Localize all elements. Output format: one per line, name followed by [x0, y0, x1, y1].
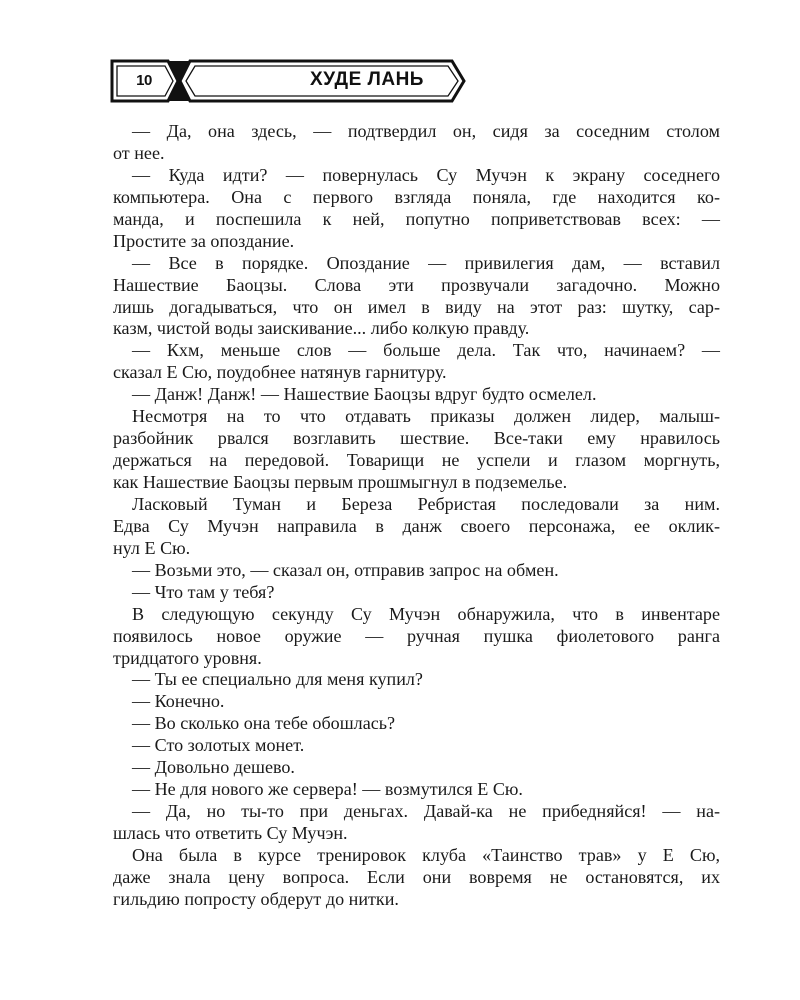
body-text [113, 121, 720, 911]
text-line: как Нашествие Баоцзы первым прошмыгнул в подземелье. [113, 472, 568, 492]
text-line: шлась что ответить Су Мучэн. [113, 823, 348, 843]
text-line: — Да, но ты-то при деньгах. Давай-ка не прибедняйся! — на- [132, 801, 720, 822]
page-header [110, 58, 466, 104]
text-line: нул Е Сю. [113, 537, 191, 558]
text-line: компьютера. Она с первого взгляда поняла, где находится ко- [113, 186, 720, 207]
text-line: — Довольно дешево. [132, 757, 295, 778]
text-line: Она была в курсе тренировок клуба «Таинство трав» у Е Сю, [132, 844, 720, 865]
running-title: ХУДЕ ЛАНЬ [310, 69, 424, 90]
text-line: Нашествие Баоцзы. Слова эти прозвучали загадочно. Можно [113, 274, 720, 295]
text-line: держаться на передовой. Товарищи не успели и глазом моргнуть, [113, 450, 720, 471]
text-line: — Не для нового же сервера! — возмутился Е Сю. [132, 779, 523, 800]
text-line: — Возьми это, — сказал он, отправив запрос на обмен. [132, 559, 559, 580]
text-line: сказал Е Сю, поудобнее натянув гарнитуру. [113, 362, 447, 383]
text-line: лишь догадываться, что он имел в виду на этот раз: шутку, сар- [113, 296, 720, 317]
text-line: Ласковый Туман и Береза Ребристая последовали за ним. [132, 493, 720, 514]
text-line: — Все в порядке. Опоздание — привилегия дам, — вставил [132, 252, 720, 273]
text-line: — Кхм, меньше слов — больше дела. Так что, начинаем? — [132, 340, 720, 361]
page-number: 10 [136, 72, 152, 89]
text-line: — Данж! Данж! — Нашествие Баоцзы вдруг будто осмелел. [132, 384, 597, 405]
text-line: — Сто золотых монет. [132, 735, 305, 756]
text-line: казм, чистой воды заискивание... либо колкую правду. [113, 318, 530, 339]
text-line: разбойник рвался возглавить шествие. Все-таки ему нравилось [113, 428, 720, 449]
text-line: манда, и поспешила к ней, попутно поприветствовав всех: — [113, 208, 720, 229]
text-line: гильдию попросту обдерут до нитки. [113, 888, 399, 909]
text-line: — Ты ее специально для меня купил? [132, 669, 423, 690]
text-line: Едва Су Мучэн направила в данж своего персонажа, ее оклик- [113, 515, 720, 536]
text-line: В следующую секунду Су Мучэн обнаружила, что в инвентаре [132, 603, 720, 624]
text-line: — Да, она здесь, — подтвердил он, сидя за соседним столом [132, 121, 720, 141]
text-line: даже знала цену вопроса. Если они вовремя не остановятся, их [113, 866, 720, 887]
text-line: от нее. [113, 142, 165, 163]
text-line: Несмотря на то что отдавать приказы должен лидер, малыш- [132, 406, 720, 427]
text-line: — Что там у тебя? [132, 581, 275, 602]
text-line: появилось новое оружие — ручная пушка фиолетового ранга [113, 625, 720, 646]
text-line: — Куда идти? — повернулась Су Мучэн к экрану соседнего [132, 164, 720, 185]
text-line: тридцатого уровня. [113, 647, 262, 668]
text-line: Простите за опоздание. [113, 230, 295, 251]
text-line: — Конечно. [132, 691, 225, 712]
text-line: — Во сколько она тебе обошлась? [132, 713, 396, 734]
